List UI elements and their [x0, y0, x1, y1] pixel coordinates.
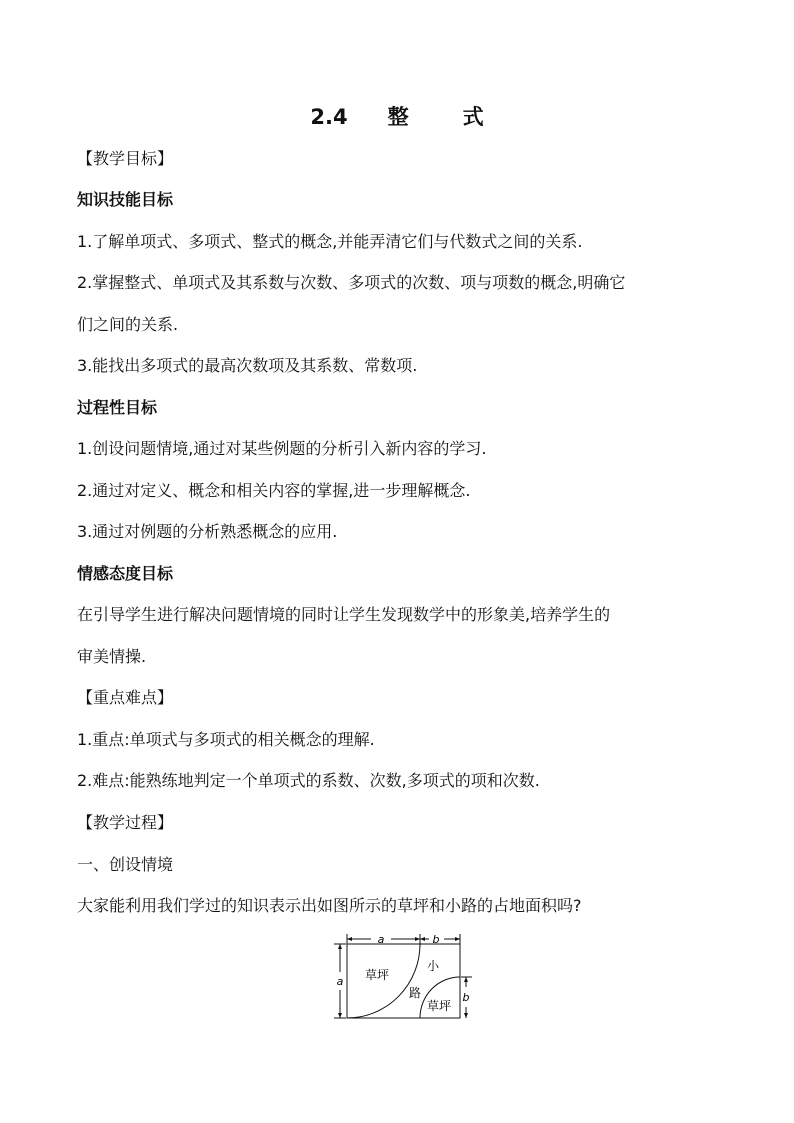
lawn-path-figure: [325, 930, 475, 1024]
emotion-heading: 情感态度目标: [77, 564, 174, 583]
process-goals-item-3: 3.通过对例题的分析熟悉概念的应用.: [77, 522, 338, 541]
section-process: 【教学过程】: [77, 813, 174, 832]
process-goals-item-2: 2.通过对定义、概念和相关内容的掌握,进一步理解概念.: [77, 481, 471, 500]
knowledge-item-2-line-2: 们之间的关系.: [77, 315, 179, 334]
difficulty-item-2: 2.难点:能熟练地判定一个单项式的系数、次数,多项式的项和次数.: [77, 771, 540, 790]
knowledge-item-2-line-1: 2.掌握整式、单项式及其系数与次数、多项式的次数、项与项数的概念,明确它: [77, 273, 626, 292]
situation-question: 大家能利用我们学过的知识表示出如图所示的草坪和小路的占地面积吗?: [77, 896, 582, 915]
section-objectives: 【教学目标】: [77, 149, 174, 168]
path-char-2: 路: [408, 986, 422, 1000]
label-b-top: b: [432, 933, 440, 946]
lawn-large-label: 草坪: [364, 968, 390, 982]
path-char-1: 小: [426, 959, 440, 973]
title-char-2: 式: [462, 105, 484, 129]
label-a-left: a: [336, 975, 344, 988]
page-title: [0, 104, 794, 130]
knowledge-heading: 知识技能目标: [77, 190, 174, 209]
label-b-right: b: [462, 991, 470, 1004]
difficulty-item-1: 1.重点:单项式与多项式的相关概念的理解.: [77, 730, 375, 749]
process-goals-heading: 过程性目标: [77, 398, 158, 417]
label-a-top: a: [377, 933, 385, 946]
section-key-points: 【重点难点】: [77, 688, 174, 707]
title-char-1: 整: [387, 105, 409, 129]
situation-heading: 一、创设情境: [77, 855, 174, 874]
title-number: 2.4: [310, 105, 348, 129]
knowledge-item-1: 1.了解单项式、多项式、整式的概念,并能弄清它们与代数式之间的关系.: [77, 232, 583, 251]
process-goals-item-1: 1.创设问题情境,通过对某些例题的分析引入新内容的学习.: [77, 439, 487, 458]
lawn-small-label: 草坪: [426, 999, 452, 1013]
emotion-line-1: 在引导学生进行解决问题情境的同时让学生发现数学中的形象美,培养学生的: [77, 605, 611, 624]
knowledge-item-3: 3.能找出多项式的最高次数项及其系数、常数项.: [77, 356, 418, 375]
emotion-line-2: 审美情操.: [77, 647, 147, 666]
